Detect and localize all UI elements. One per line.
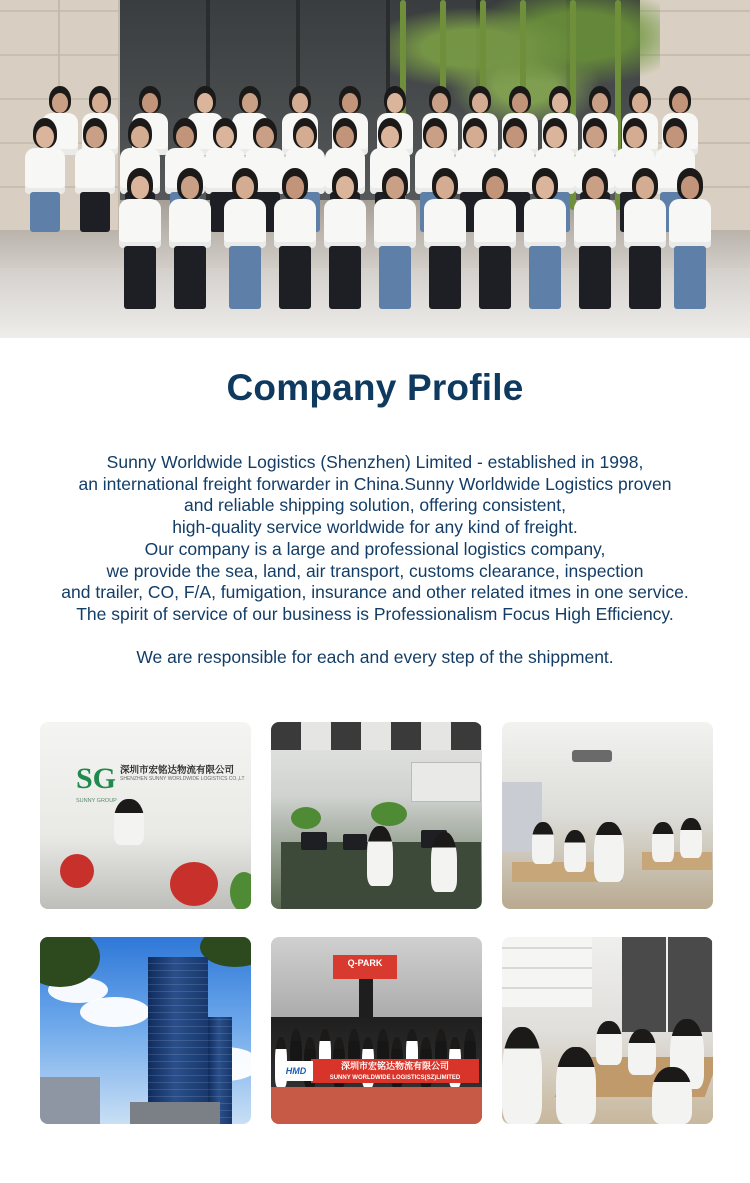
- main-tower: [148, 957, 208, 1124]
- team-meeting-photo: [502, 937, 713, 1124]
- profile-line: high-quality service worldwide for any kind of freight.: [172, 517, 578, 538]
- wall-poster: [411, 762, 481, 802]
- logo-caption: SUNNY GROUP: [76, 798, 117, 804]
- attendee: [596, 1021, 622, 1065]
- profile-line: we provide the sea, land, air transport, customs clearance, inspection: [106, 560, 644, 581]
- profile-closing: We are responsible for each and every step of the shippment.: [136, 647, 614, 667]
- hoop-pole: [359, 979, 373, 1019]
- podium: [130, 1102, 220, 1124]
- paper-cut-decoration: [170, 862, 218, 906]
- team-event-photo: [271, 937, 482, 1124]
- page-title: Company Profile: [226, 367, 524, 408]
- low-building: [40, 1077, 100, 1124]
- employee: [367, 826, 393, 886]
- office-building-photo: [40, 937, 251, 1124]
- presenter: [594, 822, 624, 882]
- plant: [291, 807, 321, 829]
- company-banner-cn: 深圳市宏铭达物流有限公司: [311, 1059, 479, 1073]
- cloud: [80, 997, 150, 1027]
- hmd-logo: HMD: [279, 1061, 313, 1081]
- sunny-group-logo: SG: [76, 762, 117, 795]
- attendee: [652, 1067, 692, 1124]
- company-banner-en: SUNNY WORLDWIDE LOGISTICS(SZ)LIMITED: [311, 1073, 479, 1083]
- company-sign-en: SHENZHEN SUNNY WORLDWIDE LOGISTICS CO.,LT: [120, 776, 245, 782]
- profile-line: an international freight forwarder in China.Sunny Worldwide Logistics proven: [78, 473, 672, 494]
- meeting-room-photo: [502, 722, 713, 909]
- monitor: [343, 834, 367, 850]
- whiteboard-cabinet: [622, 937, 713, 1032]
- monitor: [301, 832, 327, 850]
- profile-line: and trailer, CO, F/A, fumigation, insurance and other related itmes in one service.: [61, 582, 689, 603]
- hoop-sign: Q-PARK: [333, 955, 397, 979]
- plant: [230, 872, 251, 909]
- company-sign-cn: 深圳市宏铭达物流有限公司: [120, 765, 235, 776]
- office-photo: [271, 722, 482, 909]
- attendee: [564, 830, 586, 872]
- attendee: [532, 822, 554, 864]
- attendee: [680, 818, 702, 858]
- receptionist: [114, 799, 144, 845]
- ceiling: [271, 722, 482, 750]
- attendee: [556, 1047, 596, 1124]
- attendee: [652, 822, 674, 862]
- profile-line: Sunny Worldwide Logistics (Shenzhen) Limited - established in 1998,: [106, 452, 644, 472]
- team-photo: [0, 0, 750, 338]
- attendee: [502, 1027, 542, 1124]
- paper-cut-decoration: [60, 854, 94, 888]
- court-floor: [271, 1087, 482, 1124]
- profile-line: Our company is a large and professional logistics company,: [144, 538, 606, 559]
- reception-photo: [40, 722, 251, 909]
- projector: [572, 750, 612, 762]
- profile-description: [0, 452, 750, 626]
- profile-line: The spirit of service of our business is Professionalism Focus High Efficiency.: [76, 603, 674, 624]
- employee: [431, 832, 457, 892]
- shelves: [502, 937, 592, 1007]
- plant: [371, 802, 407, 826]
- profile-line: and reliable shipping solution, offering consistent,: [183, 495, 566, 516]
- attendee: [628, 1029, 656, 1075]
